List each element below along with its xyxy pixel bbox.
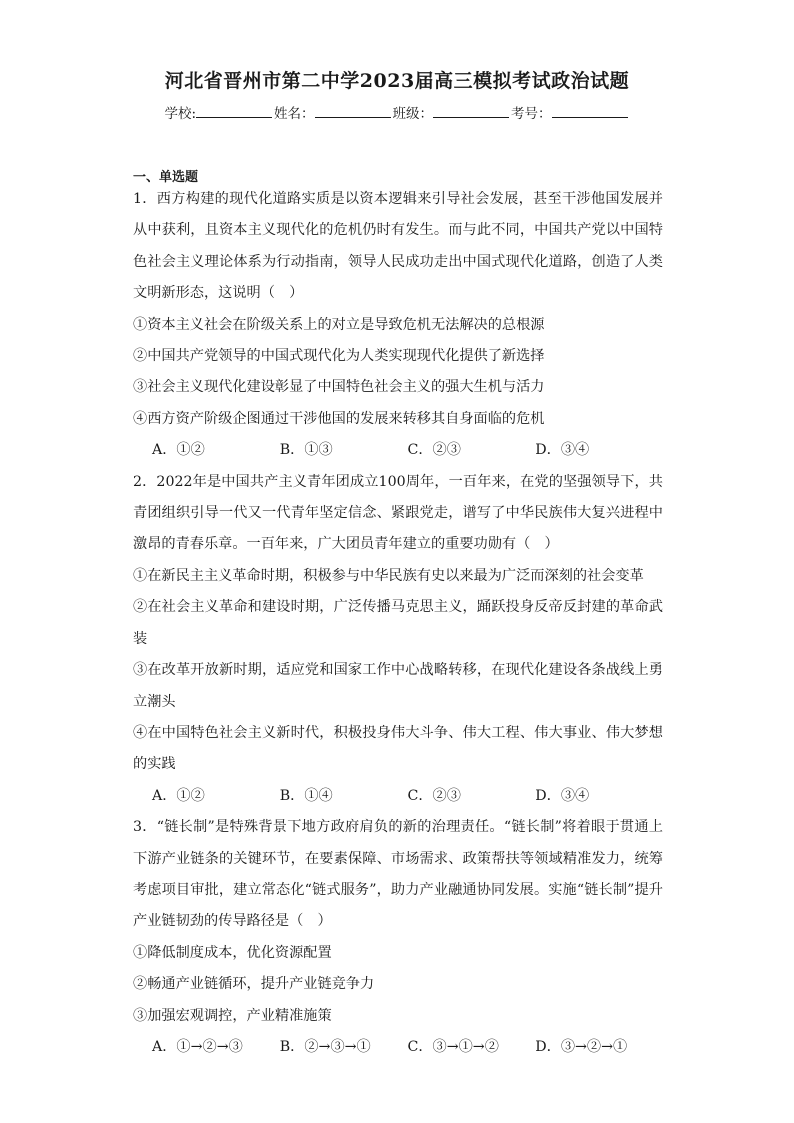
- school-blank[interactable]: [196, 105, 272, 118]
- choice-c[interactable]: C．②③: [407, 787, 461, 804]
- choice-d[interactable]: D．③④: [535, 787, 590, 804]
- name-blank[interactable]: [315, 105, 391, 118]
- option-item: ①资本主义社会在阶级关系上的对立是导致危机无法解决的总根源: [133, 316, 545, 333]
- question-list: [133, 184, 663, 1063]
- class-label: 班级：: [392, 106, 434, 122]
- exam-number-label: 考号：: [511, 106, 552, 122]
- option-item: ①降低制度成本，优化资源配置: [133, 944, 332, 961]
- option-item: ②在社会主义革命和建设时期，广泛传播马克思主义，踊跃投身反帝反封建的革命武装: [133, 599, 663, 647]
- option-item: ④西方资产阶级企图通过干涉他国的发展来转移其自身面临的危机: [133, 410, 545, 427]
- section-heading: 一、单选题: [133, 170, 199, 185]
- name-label: 姓名：: [274, 106, 315, 122]
- question-stem: 1．西方构建的现代化道路实质是以资本逻辑来引导社会发展，甚至干涉他国发展并从中获利，且资本主义现代化的危机仍时有发生。而与此不同，中国共产党以中国特色社会主义理论体系为行动指南，领导人民成功走出中国式现代化道路，创造了人类文明新形态，这说明（ ）: [133, 191, 663, 302]
- answer-choices: [133, 1032, 663, 1063]
- question-2: [133, 467, 663, 812]
- option-item: ③在改革开放新时期，适应党和国家工作中心战略转移，在现代化建设各条战线上勇立潮头: [133, 662, 663, 710]
- choice-b[interactable]: B．②→③→①: [279, 1038, 371, 1055]
- option-item: ①在新民主主义革命时期，积极参与中华民族有史以来最为广泛而深刻的社会变革: [133, 567, 644, 584]
- school-field: [164, 102, 274, 122]
- option-item: ③社会主义现代化建设彰显了中国特色社会主义的强大生机与活力: [133, 379, 545, 396]
- school-label: 学校:: [164, 106, 197, 122]
- choice-a[interactable]: A．①→②→③: [152, 1038, 243, 1055]
- option-item: ④在中国特色社会主义新时代，积极投身伟大斗争、伟大工程、伟大事业、伟大梦想的实践: [133, 724, 663, 773]
- exam-title: 河北省晋州市第二中学2023届高三模拟考试政治试题: [164, 70, 630, 92]
- class-blank[interactable]: [433, 105, 509, 118]
- class-field: [393, 102, 512, 122]
- student-info-row: [0, 102, 794, 122]
- question-stem: 3．“链长制”是特殊背景下地方政府肩负的新的治理责任。“链长制”将着眼于贯通上下游产业链条的关键环节，在要素保障、市场需求、政策帮扶等领域精准发力，统筹考虑项目审批，建立常态化“链式服务”，助力产业融通协同发展。实施“链长制”提升产业链韧劲的传导路径是（ ）: [133, 819, 663, 930]
- choice-d[interactable]: D．③④: [535, 442, 590, 459]
- question-stem: 2．2022年是中国共产主义青年团成立100周年，一百年来，在党的坚强领导下，共青团组织引导一代又一代青年坚定信念、紧跟党走，谱写了中华民族伟大复兴进程中激昂的青春乐章。一百年来，广大团员青年建立的重要功勋有（ ）: [133, 473, 663, 553]
- choice-a[interactable]: A．①②: [152, 787, 205, 804]
- answer-choices: [133, 435, 663, 466]
- choice-b[interactable]: B．①④: [279, 787, 333, 804]
- option-item: ②中国共产党领导的中国式现代化为人类实现现代化提供了新选择: [133, 348, 545, 365]
- choice-c[interactable]: C．②③: [407, 442, 461, 459]
- name-field: [274, 102, 393, 122]
- choice-a[interactable]: A．①②: [152, 442, 205, 459]
- question-3: [133, 812, 663, 1063]
- answer-choices: [133, 781, 663, 812]
- choice-b[interactable]: B．①③: [279, 442, 333, 459]
- option-item: ②畅通产业链循环，提升产业链竞争力: [133, 976, 375, 993]
- exam-number-blank[interactable]: [552, 105, 628, 118]
- option-item: ③加强宏观调控，产业精准施策: [133, 1007, 332, 1024]
- choice-d[interactable]: D．③→②→①: [535, 1038, 628, 1055]
- question-1: [133, 184, 663, 467]
- exam-number-field: [511, 102, 630, 122]
- choice-c[interactable]: C．③→①→②: [407, 1038, 499, 1055]
